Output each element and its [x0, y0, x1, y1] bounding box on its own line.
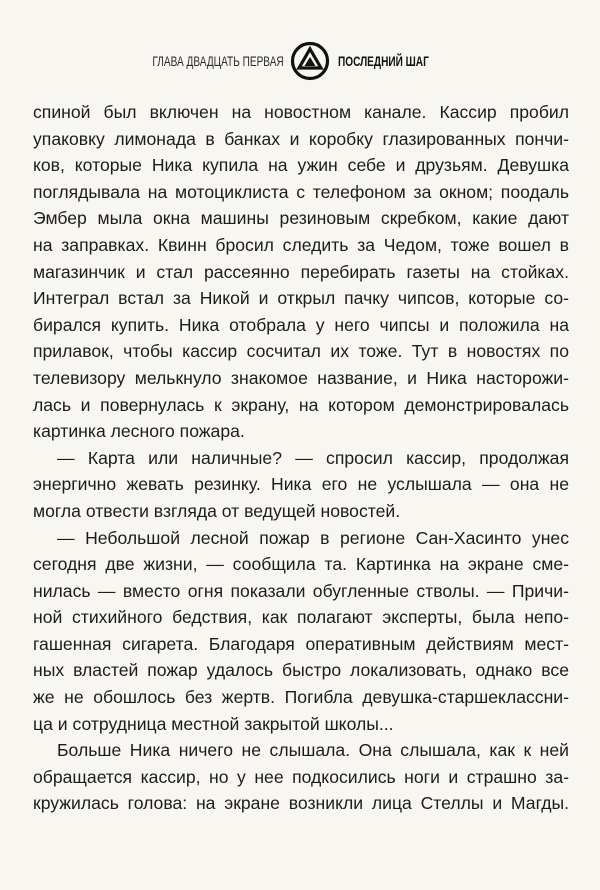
text-line: прилавок, чтобы кассир сосчитал их тоже. Тут в новостях по [33, 341, 569, 362]
text-line: обращается кассир, но у нее подкосились ноги и страшно за- [33, 766, 569, 787]
text-line: Интеграл встал за Никой и открыл пачку чипсов, которые со- [33, 288, 569, 309]
text-line: нилась — вместо огня показали обугленные стволы. — Причи- [33, 580, 569, 601]
chapter-title: ПОСЛЕДНИЙ ШАГ [338, 53, 429, 69]
triangle-in-circle-emblem-icon [290, 41, 330, 81]
running-head [0, 41, 600, 81]
chapter-label: ГЛАВА ДВАДЦАТЬ ПЕРВАЯ [152, 53, 284, 69]
text-line: Эмбер мыла окна машины резиновым скребком, какие дают [33, 208, 569, 229]
text-line: же не обошлось без жертв. Погибла девушка-старшеклассни- [33, 687, 569, 708]
text-line: магазинчик и стал рассеянно перебирать газеты на стойках. [33, 261, 569, 282]
text-line: поглядывала на мотоциклиста с телефоном за окном; поодаль [33, 181, 569, 202]
text-line: могла отвести взгляда от ведущей новостей. [33, 500, 401, 521]
text-line: ца и сотрудница местной закрытой школы... [33, 713, 394, 734]
page-body-text [33, 99, 569, 817]
text-line: ных властей пожар удалось быстро локализовать, однако все [33, 660, 569, 681]
text-line: ков, которые Ника купила на ужин себе и друзьям. Девушка [33, 155, 569, 176]
text-line: лась и повернулась к экрану, на котором демонстрировалась [33, 394, 569, 415]
text-line: сегодня две жизни, — сообщила та. Картинка на экране сме- [33, 554, 569, 575]
text-line: телевизору мелькнуло знакомое название, и Ника насторожи- [33, 367, 569, 388]
text-line: Больше Ника ничего не слышала. Она слышала, как к ней [57, 740, 569, 761]
text-line: картинка лесного пожара. [33, 421, 245, 442]
text-line: — Небольшой лесной пожар в регионе Сан-Хасинто унес [57, 527, 569, 548]
text-line: кружилась голова: на экране возникли лица Стеллы и Магды. [33, 793, 569, 814]
text-line: гашенная сигарета. Благодаря оперативным действиям мест- [33, 633, 569, 654]
text-line: спиной был включен на новостном канале. Кассир пробил [33, 102, 569, 122]
text-line: на заправках. Квинн бросил следить за Чедом, тоже вошел в [33, 234, 569, 255]
text-line: энергично жевать резинку. Ника его не услышала — она не [33, 474, 569, 495]
text-line: — Карта или наличные? — спросил кассир, продолжая [57, 447, 569, 468]
text-line: ной стихийного бедствия, как полагают эксперты, была непо- [33, 607, 569, 628]
text-line: упаковку лимонада в банках и коробку глазированных пончи- [33, 128, 569, 149]
text-line: бирался купить. Ника отобрала у него чипсы и положила на [33, 314, 569, 335]
